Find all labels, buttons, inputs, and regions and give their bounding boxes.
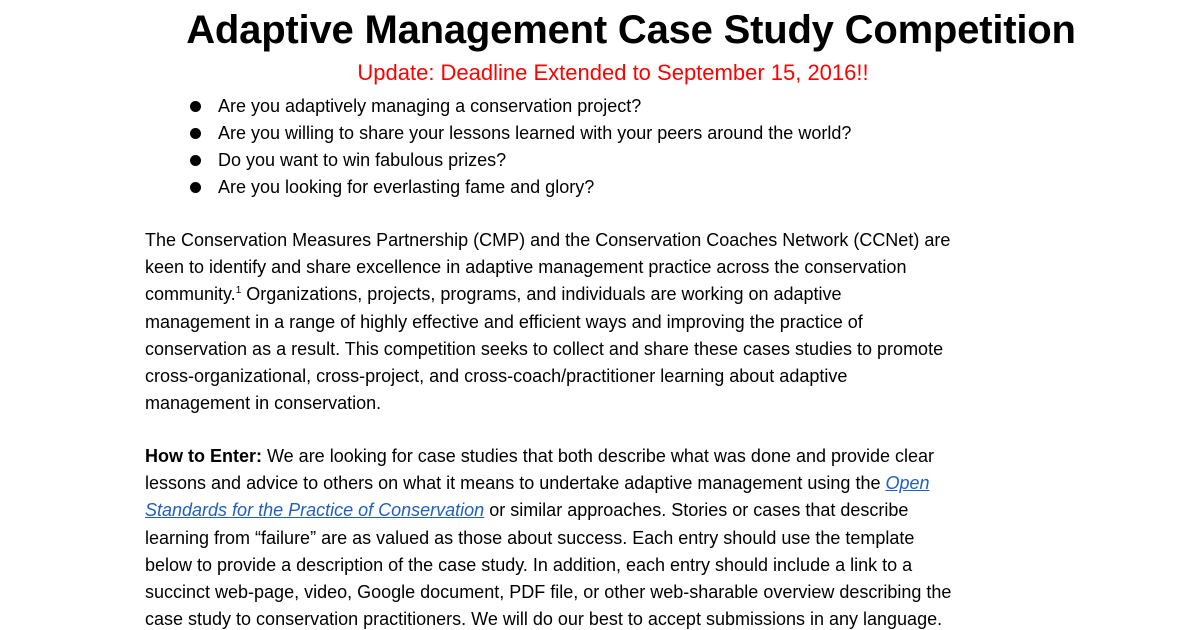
document-title: Adaptive Management Case Study Competition bbox=[186, 8, 1076, 52]
intro-line-text: Organizations, projects, programs, and individuals are working on adaptive bbox=[241, 284, 842, 305]
deadline-update-notice: Update: Deadline Extended to September 15, 2016!! bbox=[357, 60, 869, 85]
bullet-item-text: Are you looking for everlasting fame and glory? bbox=[218, 177, 595, 197]
how-to-enter-line-text: or similar approaches. Stories or cases that describe bbox=[484, 500, 909, 521]
how-to-enter-line bbox=[145, 443, 1060, 470]
bullet-item bbox=[186, 174, 851, 201]
how-to-enter-label: How to Enter: bbox=[145, 446, 262, 466]
bullet-item bbox=[186, 120, 851, 147]
bullet-item-text: Are you adaptively managing a conservation project? bbox=[218, 96, 642, 116]
open-standards-link[interactable]: Standards for the Practice of Conservation bbox=[145, 500, 485, 521]
intro-line-text: community. bbox=[145, 284, 236, 305]
intro-paragraph bbox=[145, 227, 1060, 417]
bullet-dot-icon bbox=[190, 182, 201, 193]
how-to-enter-line: below to provide a description of the case study. In addition, each entry should include a link to a bbox=[145, 554, 913, 575]
bullet-item bbox=[186, 147, 851, 174]
bullet-item-text: Are you willing to share your lessons learned with your peers around the world? bbox=[218, 123, 852, 143]
how-to-enter-line-text: lessons and advice to others on what it means to undertake adaptive management using the bbox=[145, 473, 886, 494]
question-bullet-list bbox=[186, 93, 851, 201]
how-to-enter-paragraph bbox=[145, 443, 1060, 630]
bullet-item bbox=[186, 93, 851, 120]
bullet-dot-icon bbox=[190, 101, 201, 112]
intro-line: management in a range of highly effective and efficient ways and improving the practice of bbox=[145, 311, 863, 332]
bullet-dot-icon bbox=[190, 128, 201, 139]
intro-line: management in conservation. bbox=[145, 393, 382, 414]
intro-line: keen to identify and share excellence in adaptive management practice across the conservation bbox=[145, 257, 907, 278]
intro-line bbox=[145, 281, 1060, 308]
intro-line: The Conservation Measures Partnership (CMP) and the Conservation Coaches Network (CCNet) are bbox=[145, 230, 951, 250]
open-standards-link[interactable]: Open bbox=[885, 473, 930, 494]
intro-line: conservation as a result. This competition seeks to collect and share these cases studies to promote bbox=[145, 338, 944, 359]
how-to-enter-line-text: We are looking for case studies that both describe what was done and provide clear bbox=[262, 446, 935, 466]
how-to-enter-line bbox=[145, 497, 1060, 524]
how-to-enter-line: case study to conservation practitioners. We will do our best to accept submissions in any language. bbox=[145, 609, 943, 630]
bullet-dot-icon bbox=[190, 155, 201, 166]
footnote-reference[interactable]: 1 bbox=[235, 285, 242, 297]
intro-line: cross-organizational, cross-project, and cross-coach/practitioner learning about adaptive bbox=[145, 365, 848, 386]
bullet-item-text: Do you want to win fabulous prizes? bbox=[218, 150, 507, 170]
how-to-enter-line bbox=[145, 470, 1060, 497]
how-to-enter-line: learning from “failure” are as valued as those about success. Each entry should use the template bbox=[145, 527, 915, 548]
how-to-enter-line: succinct web-page, video, Google document, PDF file, or other web-sharable overview describing the bbox=[145, 581, 952, 602]
